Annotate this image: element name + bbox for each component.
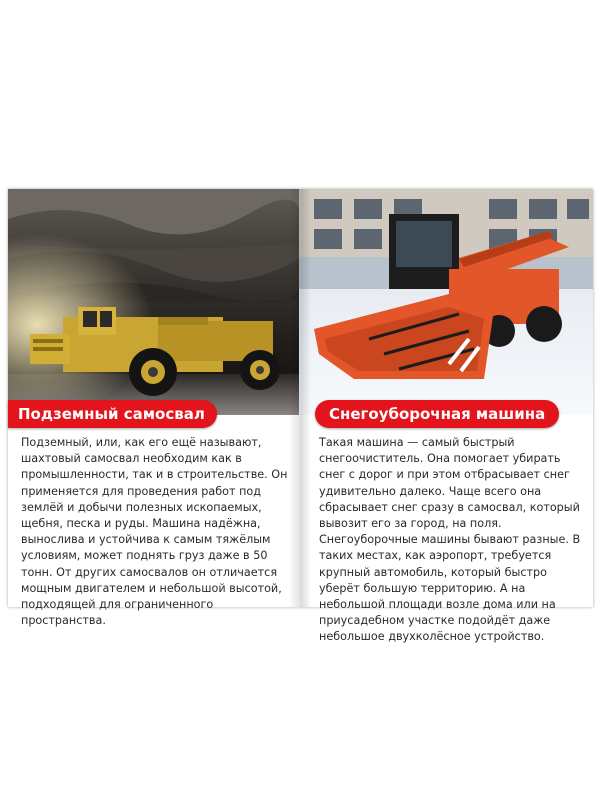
book-spread	[8, 189, 593, 644]
left-page	[8, 189, 299, 628]
left-page-text: Подземный, или, как его ещё называют, шахтовый самосвал необходим как в промышленности, так и в строительстве. Он применяется для проведения работ под землёй и добычи полезных ископаемых, щебня, песка и руды. Машина надёжна, вынослива и устойчива к самым тяжёлым условиям, может поднять груз даже в 50 тонн. От других самосвалов он отличается мощным двигателем и небольшой высотой, подходящей для ограниченного пространства.	[21, 436, 288, 628]
left-page-title: Подземный самосвал	[8, 400, 217, 428]
snow-removal-machine-photo	[299, 189, 593, 415]
right-page-title: Снегоуборочная машина	[315, 400, 559, 428]
underground-dump-truck-photo	[8, 189, 299, 415]
right-page	[299, 189, 593, 644]
right-page-text: Такая машина — самый быстрый снегоочиститель. Она помогает убирать снег с дорог и при этом отбрасывает снег удивительно далеко. Чаще всего она сбрасывает снег сразу в самосвал, который вывозит его за город, на поля. Снегоуборочные машины бывают разные. В таких местах, как аэропорт, требуется крупный автомобиль, который быстро уберёт большую территорию. А на небольшой площади возле дома или на приусадебном участке подойдёт даже небольшое двухколёсное устройство.	[319, 436, 581, 644]
